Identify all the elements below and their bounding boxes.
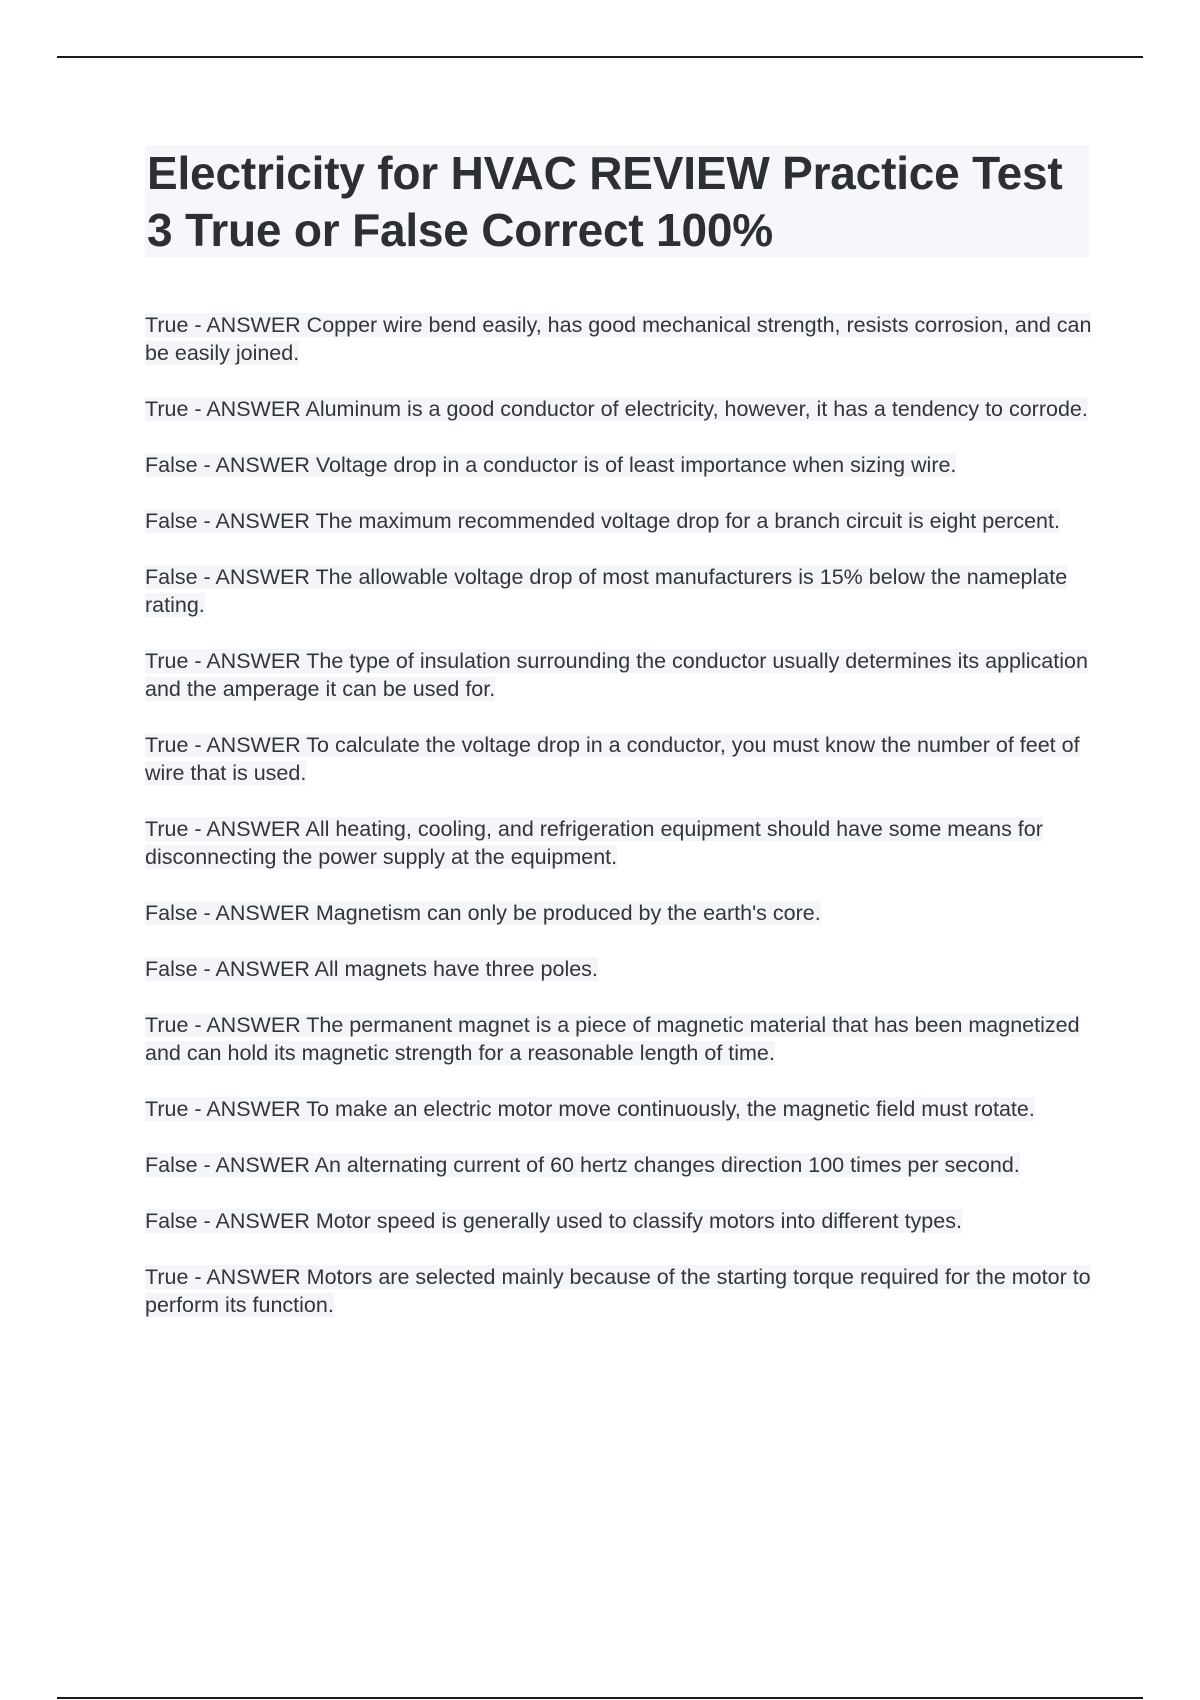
answer-text: False - ANSWER All magnets have three poles. (145, 957, 598, 981)
list-item (145, 507, 1095, 535)
top-divider (57, 56, 1143, 58)
list-item (145, 731, 1095, 787)
list-item (145, 563, 1095, 619)
answer-text: True - ANSWER The type of insulation surrounding the conductor usually determines its application and the amperage it can be used for. (145, 649, 1088, 701)
list-item (145, 1207, 1095, 1235)
page-title: Electricity for HVAC REVIEW Practice Test 3 True or False Correct 100% (147, 147, 1063, 256)
list-item (145, 1095, 1095, 1123)
answer-text: True - ANSWER The permanent magnet is a piece of magnetic material that has been magnetized and can hold its magnetic strength for a reasonable length of time. (145, 1013, 1080, 1065)
list-item (145, 311, 1095, 367)
list-item (145, 955, 1095, 983)
answer-list (145, 311, 1095, 1347)
list-item (145, 451, 1095, 479)
answer-text: False - ANSWER The allowable voltage drop of most manufacturers is 15% below the nameplate rating. (145, 565, 1068, 617)
list-item (145, 899, 1095, 927)
answer-text: False - ANSWER Voltage drop in a conductor is of least importance when sizing wire. (145, 453, 957, 477)
answer-text: True - ANSWER To calculate the voltage drop in a conductor, you must know the number of feet of wire that is used. (145, 733, 1080, 785)
bottom-divider (57, 1697, 1143, 1699)
answer-text: False - ANSWER An alternating current of 60 hertz changes direction 100 times per second. (145, 1153, 1020, 1177)
list-item (145, 647, 1095, 703)
list-item (145, 395, 1095, 423)
list-item (145, 1263, 1095, 1319)
answer-text: False - ANSWER Motor speed is generally used to classify motors into different types. (145, 1209, 962, 1233)
answer-text: False - ANSWER The maximum recommended voltage drop for a branch circuit is eight percent. (145, 509, 1060, 533)
list-item (145, 815, 1095, 871)
answer-text: True - ANSWER To make an electric motor move continuously, the magnetic field must rotate. (145, 1097, 1035, 1121)
list-item (145, 1151, 1095, 1179)
answer-text: False - ANSWER Magnetism can only be produced by the earth's core. (145, 901, 821, 925)
list-item (145, 1011, 1095, 1067)
answer-text: True - ANSWER Motors are selected mainly because of the starting torque required for the motor to perform its function. (145, 1265, 1091, 1317)
answer-text: True - ANSWER Copper wire bend easily, has good mechanical strength, resists corrosion, and can be easily joined. (145, 313, 1092, 365)
answer-text: True - ANSWER Aluminum is a good conductor of electricity, however, it has a tendency to corrode. (145, 397, 1088, 421)
title-block (145, 145, 1089, 257)
answer-text: True - ANSWER All heating, cooling, and refrigeration equipment should have some means for disconnecting the power supply at the equipment. (145, 817, 1043, 869)
